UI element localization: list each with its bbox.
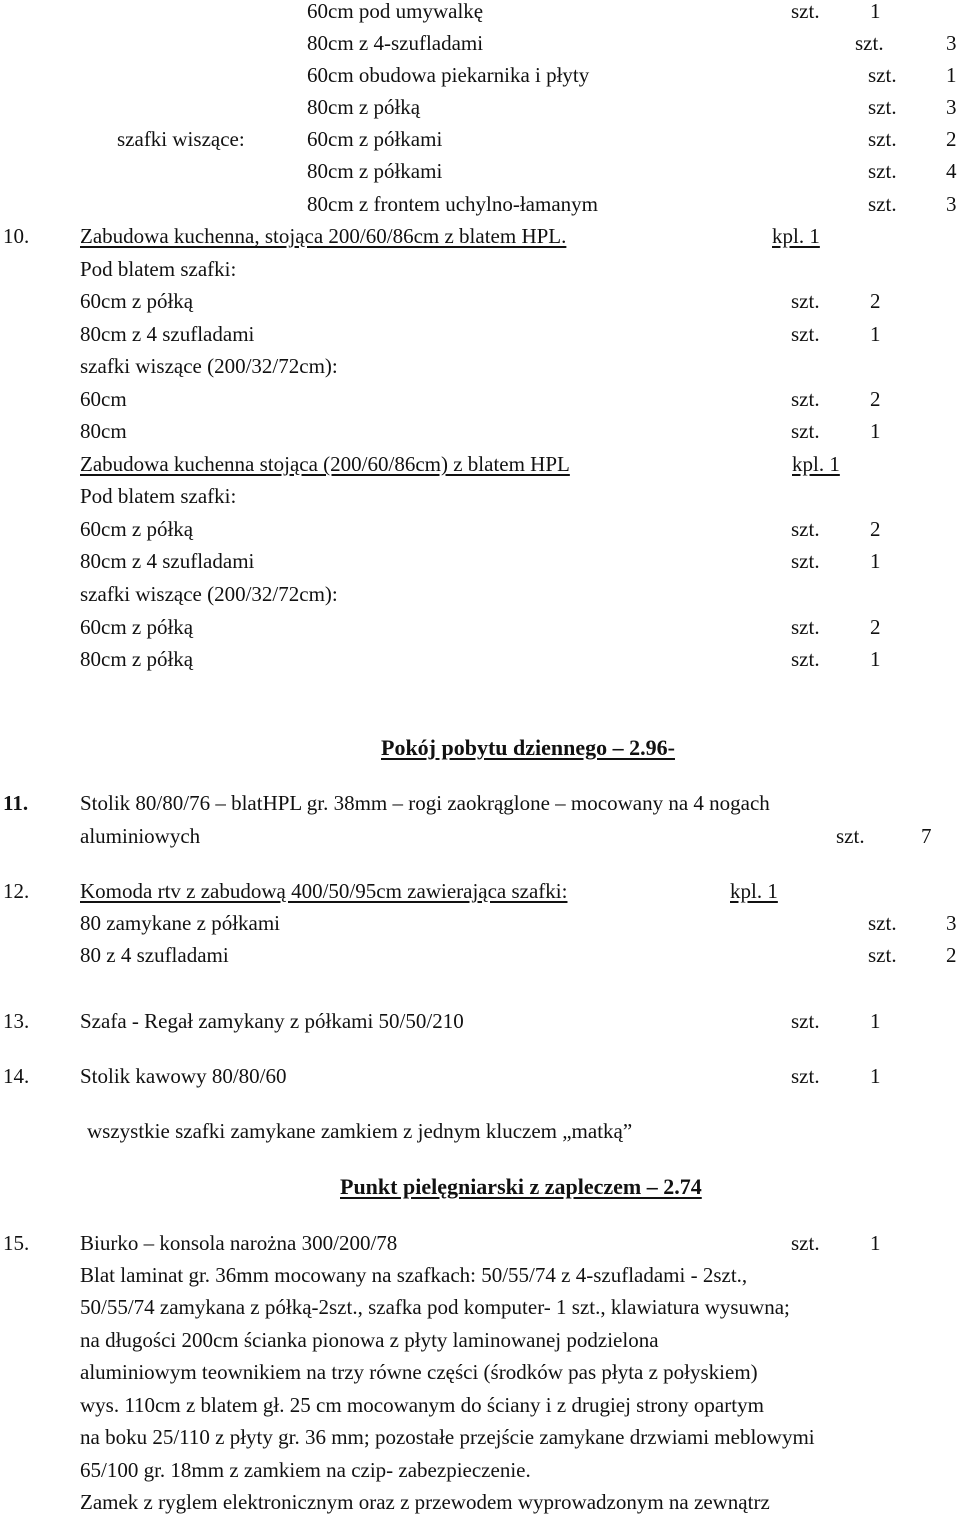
item-desc: 80cm z 4-szufladami xyxy=(307,31,484,55)
item-unit: szt. xyxy=(868,192,897,216)
item-unit: szt. xyxy=(868,127,897,151)
item-kpl: kpl. 1 xyxy=(730,879,778,903)
item-desc: 80 z 4 szufladami xyxy=(80,943,229,967)
item-desc-line: na długości 200cm ścianka pionowa z płyty laminowanej podzielona xyxy=(80,1328,659,1352)
item-unit: szt. xyxy=(791,322,820,346)
item-unit: szt. xyxy=(855,31,884,55)
item-desc-line: 50/55/74 zamykana z półką-2szt., szafka pod komputer- 1 szt., klawiatura wysuwna; xyxy=(80,1295,790,1319)
item-desc: 80cm z frontem uchylno-łamanym xyxy=(307,192,598,216)
item-qty: 1 xyxy=(870,647,881,671)
section-heading: Pokój pobytu dziennego – 2.96- xyxy=(381,735,675,760)
item-qty: 3 xyxy=(946,192,957,216)
item-number: 15. xyxy=(3,1231,30,1255)
item-unit: szt. xyxy=(868,911,897,935)
item-kpl: kpl. 1 xyxy=(772,224,820,248)
item-unit: szt. xyxy=(868,159,897,183)
item-desc: Szafa - Regał zamykany z półkami 50/50/210 xyxy=(80,1009,464,1033)
item-qty: 1 xyxy=(870,322,881,346)
item-desc: 80 zamykane z półkami xyxy=(80,911,281,935)
item-unit: szt. xyxy=(791,647,820,671)
item-desc-cont: aluminiowych xyxy=(80,824,201,848)
item-qty: 2 xyxy=(870,387,881,411)
item-qty: 1 xyxy=(870,1009,881,1033)
item-qty: 3 xyxy=(946,31,957,55)
item-desc: 60cm z półką xyxy=(80,615,194,639)
item-desc-line: Zamek z ryglem elektronicznym oraz z przewodem wyprowadzonym na zewnątrz xyxy=(80,1490,770,1514)
section-subtitle: Pod blatem szafki: xyxy=(80,257,237,281)
item-unit: szt. xyxy=(791,1064,820,1088)
section-subtitle: szafki wiszące (200/32/72cm): xyxy=(80,354,338,378)
item-qty: 1 xyxy=(870,1064,881,1088)
item-desc: 80cm z 4 szufladami xyxy=(80,549,255,573)
item-qty: 3 xyxy=(946,95,957,119)
item-number: 14. xyxy=(3,1064,30,1088)
wall-cabinets-label: szafki wiszące: xyxy=(117,127,245,151)
item-number: 13. xyxy=(3,1009,30,1033)
note-text: wszystkie szafki zamykane zamkiem z jednym kluczem „matką” xyxy=(87,1119,633,1143)
item-kpl: kpl. 1 xyxy=(792,452,840,476)
item-desc: 80cm z 4 szufladami xyxy=(80,322,255,346)
section-heading: Punkt pielęgniarski z zapleczem – 2.74 xyxy=(340,1174,702,1199)
item-qty: 4 xyxy=(946,159,957,183)
item-qty: 1 xyxy=(870,0,881,23)
item-unit: szt. xyxy=(868,63,897,87)
item-desc-line: Blat laminat gr. 36mm mocowany na szafkach: 50/55/74 z 4-szufladami - 2szt., xyxy=(80,1263,748,1287)
item-qty: 1 xyxy=(870,549,881,573)
item-desc-line: aluminiowym teownikiem na trzy równe części (środków pas płyta z połyskiem) xyxy=(80,1360,758,1384)
item-desc: 60cm z półkami xyxy=(307,127,443,151)
item-qty: 2 xyxy=(946,127,957,151)
item-qty: 2 xyxy=(870,289,881,313)
item-desc: 80cm z półką xyxy=(307,95,421,119)
item-unit: szt. xyxy=(868,95,897,119)
section-subtitle: szafki wiszące (200/32/72cm): xyxy=(80,582,338,606)
item-qty: 1 xyxy=(946,63,957,87)
item-desc-line: na boku 25/110 z płyty gr. 36 mm; pozostałe przejście zamykane drzwiami meblowymi xyxy=(80,1425,815,1449)
item-qty: 3 xyxy=(946,911,957,935)
item-desc: 60cm z półką xyxy=(80,289,194,313)
item-desc: 60cm xyxy=(80,387,127,411)
item-desc-line: 65/100 gr. 18mm z zamkiem na czip- zabezpieczenie. xyxy=(80,1458,531,1482)
item-desc: Stolik 80/80/76 – blatHPL gr. 38mm – rogi zaokrąglone – mocowany na 4 nogach xyxy=(80,791,770,815)
item-qty: 1 xyxy=(870,1231,881,1255)
section-subtitle: Pod blatem szafki: xyxy=(80,484,237,508)
item-title: Zabudowa kuchenna, stojąca 200/60/86cm z blatem HPL. xyxy=(80,224,567,248)
item-desc: Stolik kawowy 80/80/60 xyxy=(80,1064,287,1088)
item-unit: szt. xyxy=(791,549,820,573)
item-qty: 1 xyxy=(870,419,881,443)
item-unit: szt. xyxy=(791,419,820,443)
item-number: 12. xyxy=(3,879,30,903)
item-desc: Biurko – konsola narożna 300/200/78 xyxy=(80,1231,398,1255)
item-title: Zabudowa kuchenna stojąca (200/60/86cm) z blatem HPL xyxy=(80,452,570,476)
item-desc-line: wys. 110cm z blatem gł. 25 cm mocowanym do ściany i z drugiej strony opartym xyxy=(80,1393,764,1417)
item-qty: 2 xyxy=(870,517,881,541)
item-unit: szt. xyxy=(791,0,820,23)
item-unit: szt. xyxy=(836,824,865,848)
item-unit: szt. xyxy=(791,289,820,313)
item-desc: 60cm z półką xyxy=(80,517,194,541)
item-qty: 2 xyxy=(946,943,957,967)
item-qty: 2 xyxy=(870,615,881,639)
item-title: Komoda rtv z zabudową 400/50/95cm zawierająca szafki: xyxy=(80,879,568,903)
item-desc: 60cm obudowa piekarnika i płyty xyxy=(307,63,590,87)
item-qty: 7 xyxy=(921,824,932,848)
item-desc: 80cm z półką xyxy=(80,647,194,671)
item-unit: szt. xyxy=(791,517,820,541)
item-unit: szt. xyxy=(868,943,897,967)
item-number: 11. xyxy=(3,791,29,815)
item-desc: 80cm z półkami xyxy=(307,159,443,183)
item-unit: szt. xyxy=(791,615,820,639)
item-unit: szt. xyxy=(791,1009,820,1033)
item-desc: 80cm xyxy=(80,419,127,443)
item-unit: szt. xyxy=(791,387,820,411)
item-desc: 60cm pod umywalkę xyxy=(307,0,484,23)
item-unit: szt. xyxy=(791,1231,820,1255)
item-number: 10. xyxy=(3,224,30,248)
